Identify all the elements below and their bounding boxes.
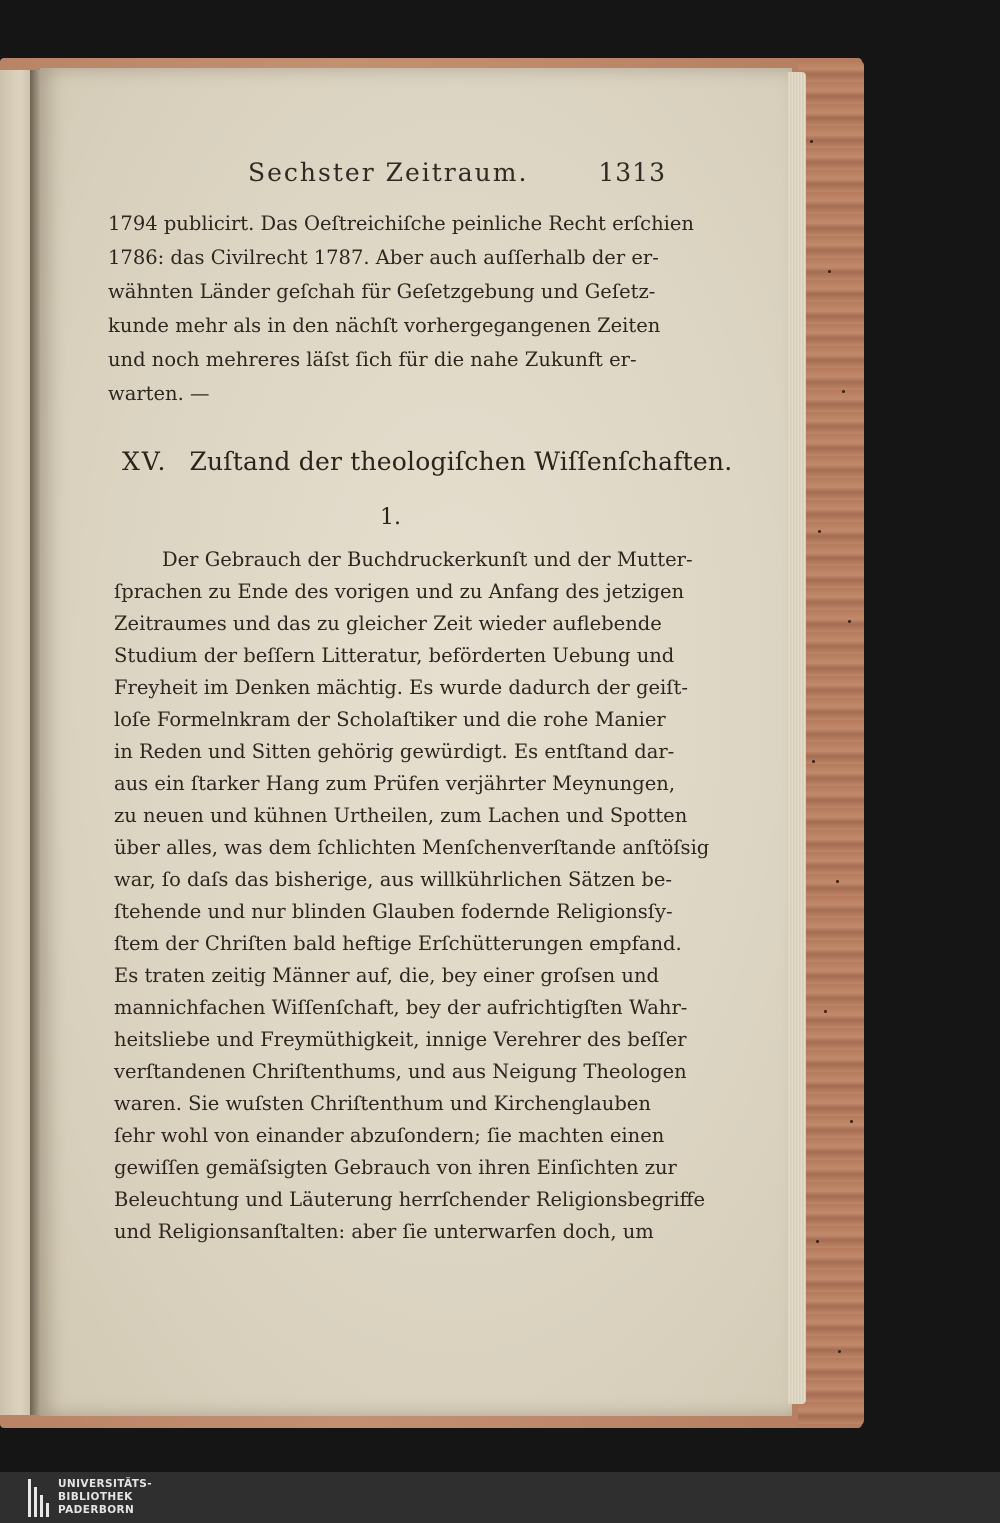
page-stack-edge [788, 72, 806, 1404]
text-line: über alles, was dem ſchlichten Menſchenverſtande anſtöſsig [114, 836, 710, 859]
page-number: 1313 [598, 158, 666, 187]
text-line: Beleuchtung und Läuterung herrſchender Religionsbegriffe [114, 1188, 706, 1211]
text-line: Zeitraumes und das zu gleicher Zeit wieder auflebende [114, 612, 662, 635]
page-header [248, 158, 666, 198]
text-line: und Religionsanſtalten: aber ſie unterwarfen doch, um [114, 1220, 654, 1243]
running-head: Sechster Zeitraum. [248, 158, 529, 187]
text-line: Studium der beſſern Litteratur, beförderten Uebung und [114, 644, 675, 667]
facing-page-edge [0, 70, 34, 1415]
text-line: Freyheit im Denken mächtig. Es wurde dadurch der geiſt- [114, 676, 688, 699]
section-heading [122, 445, 732, 479]
library-name-line2: BIBLIOTHEK [58, 1491, 133, 1503]
library-footer-bar [0, 1472, 1000, 1523]
text-line: warten. — [108, 382, 210, 405]
text-line: ſtem der Chriſten bald heftige Erſchütterungen empfand. [114, 932, 682, 955]
library-name-line1: UNIVERSITÄTS- [58, 1478, 153, 1490]
text-line: mannichfachen Wiſſenſchaft, bey der aufrichtigſten Wahr- [114, 996, 688, 1019]
section-title: Zuſtand der theologiſchen Wiſſenſchaften. [189, 447, 733, 476]
text-line: ſehr wohl von einander abzuſondern; ſie machten einen [114, 1124, 665, 1147]
text-line: und noch mehreres läſst ſich für die nahe Zukunft er- [108, 348, 637, 371]
text-line: gewiſſen gemäſsigten Gebrauch von ihren Einſichten zur [114, 1156, 677, 1179]
text-line: wähnten Länder geſchah für Geſetzgebung und Geſetz- [108, 280, 656, 303]
section-number: XV. [122, 447, 168, 476]
book-cover-edge [798, 60, 864, 1426]
library-logo-icon [28, 1479, 52, 1517]
text-line: Es traten zeitig Männer auf, die, bey einer groſsen und [114, 964, 659, 987]
text-line: 1786: das Civilrecht 1787. Aber auch auſſerhalb der er- [108, 246, 659, 269]
text-line: ſprachen zu Ende des vorigen und zu Anfang des jetzigen [114, 580, 685, 603]
text-line: waren. Sie wuſsten Chriſtenthum und Kirchenglauben [114, 1092, 651, 1115]
text-line: heitsliebe und Freymüthigkeit, innige Verehrer des beſſer [114, 1028, 687, 1051]
text-line: aus ein ſtarker Hang zum Prüfen verjährter Meynungen, [114, 772, 676, 795]
text-line: in Reden und Sitten gehörig gewürdigt. Es entſtand dar- [114, 740, 675, 763]
subsection-number: 1. [380, 505, 401, 530]
text-line: Der Gebrauch der Buchdruckerkunſt und der Mutter- [162, 548, 693, 571]
text-line: ſtehende und nur blinden Glauben fodernde Religionsſy- [114, 900, 673, 923]
text-line: zu neuen und kühnen Urtheilen, zum Lachen und Spotten [114, 804, 688, 827]
text-line: loſe Formelnkram der Scholaſtiker und die rohe Manier [114, 708, 666, 731]
text-line: verſtandenen Chriſtenthums, und aus Neigung Theologen [114, 1060, 687, 1083]
text-line: 1794 publicirt. Das Oeſtreichiſche peinliche Recht erſchien [108, 212, 694, 235]
text-line: kunde mehr als in den nächſt vorhergegangenen Zeiten [108, 314, 661, 337]
text-line: war, ſo daſs das bisherige, aus willkührlichen Sätzen be- [114, 868, 672, 891]
library-name-line3: PADERBORN [58, 1504, 135, 1516]
